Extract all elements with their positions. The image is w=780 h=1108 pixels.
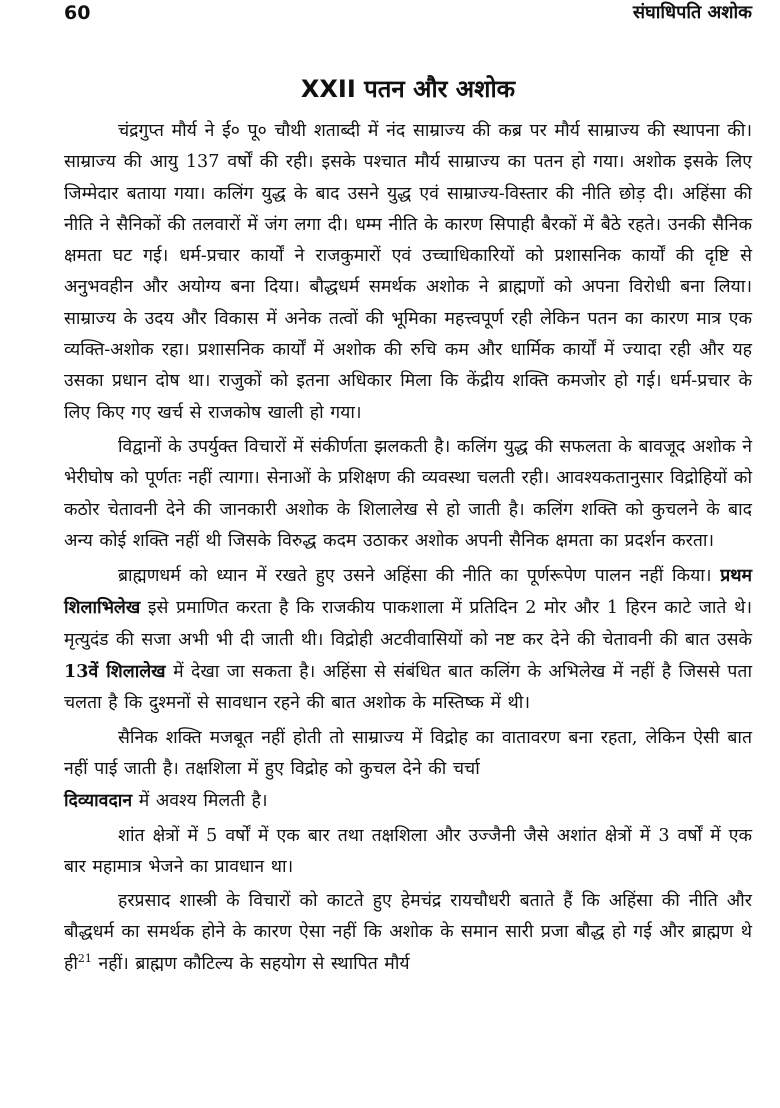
paragraph-3-text-e: में देखा जा सकता है। अहिंसा से संबंधित बात कलिंग के अभिलेख में नहीं है जिससे पता चलता है कि दुश्मनों से सावधान रहने की बात अशोक के मस्तिष्क में थी। xyxy=(64,662,753,714)
paragraph-3-text-a: ब्राह्मणधर्म को ध्यान में रखते हुए उसने अहिंसा की नीति का पूर्णरूपेण पालन नहीं किया। xyxy=(118,566,712,587)
paragraph-1: चंद्रगुप्त मौर्य ने ई० पू० चौथी शताब्दी में नंद साम्राज्य की कब्र पर मौर्य साम्राज्य की स्थापना की। साम्राज्य की आयु 137 वर्षों की रही। इसके पश्चात मौर्य साम्राज्य का पतन हो गया। अशोक इसके लिए जिम्मेदार बताया गया। कलिंग युद्ध के बाद उसने युद्ध एवं साम्राज्य-विस्तार की नीति छोड़ दी। अहिंसा की नीति ने सैनिकों की तलवारों में जंग लगा दी। धम्म नीति के कारण सिपाही बैरकों में बैठे रहते। उनकी सैनिक क्षमता घट गई। धर्म-प्रचार कार्यों ने राजकुमारों एवं उच्चाधिकारियों को प्रशासनिक कार्यों की दृष्टि से अनुभवहीन और अयोग्य बना दिया। बौद्धधर्म समर्थक अशोक ने ब्राह्मणों को अपना विरोधी बना लिया। साम्राज्य के उदय और विकास में अनेक तत्वों की भूमिका महत्त्वपूर्ण रही लेकिन पतन का कारण मात्र एक व्यक्ति-अशोक रहा। प्रशासनिक कार्यों में अशोक की रुचि कम और धार्मिक कार्यों में ज्यादा रही और यह उसका प्रधान दोष था। राजुकों को इतना अधिकार मिला कि केंद्रीय शक्ति कमजोर हो गई। धर्म-प्रचार के लिए किए गए खर्च से राजकोष खाली हो गया। xyxy=(64,121,752,423)
divyavadana-term: दिव्यावदान xyxy=(64,790,133,812)
paragraph-6 xyxy=(64,886,752,980)
first-rock-edict-term: प्रथम शिलाभिलेख xyxy=(64,565,752,619)
chapter-title: XXII पतन और अशोक xyxy=(300,75,516,103)
paragraph-3 xyxy=(64,560,752,719)
running-header xyxy=(64,0,752,30)
paragraph-6-text-b: नहीं। ब्राह्मण कौटिल्य के सहयोग से स्थापित मौर्य xyxy=(98,953,410,974)
paragraph-5: शांत क्षेत्रों में 5 वर्षों में एक बार तथा तक्षशिला और उज्जैनी जैसे अशांत क्षेत्रों में 3 वर्षों में एक बार महामात्र भेजने का प्रावधान था। xyxy=(64,825,752,877)
paragraph-6-text-a: हरप्रसाद शास्त्री के विचारों को काटते हुए हेमचंद्र रायचौधरी बताते हैं कि अहिंसा की नीति और बौद्धधर्म का समर्थक होने के कारण ऐसा नहीं कि अशोक के समान सारी प्रजा बौद्ध हो गई और ब्राह्मण थे ही xyxy=(64,891,752,974)
paragraph-3-text-c: इसे प्रमाणित करता है कि राजकीय पाकशाला में प्रतिदिन 2 मोर और 1 हिरन काटे जाते थे। मृत्युदंड की सजा अभी भी दी जाती थी। विद्रोही अटवीवासियों को नष्ट कर देने की चेतावनी की बात उसके xyxy=(64,598,753,650)
paragraph-4-text-c: में अवश्य मिलती है। xyxy=(138,791,268,812)
paragraph-2: विद्वानों के उपर्युक्त विचारों में संकीर्णता झलकती है। कलिंग युद्ध की सफलता के बावजूद अशोक ने भेरीघोष को पूर्णतः नहीं त्यागा। सेनाओं के प्रशिक्षण की व्यवस्था चलती रही। आवश्यकतानुसार विद्रोहियों को कठोर चेतावनी देने की जानकारी अशोक के शिलालेख से हो जाती है। कलिंग शक्ति को कुचलने के बाद अन्य कोई शक्ति नहीं थी जिसके विरुद्ध कदम उठाकर अशोक अपनी सैनिक क्षमता का प्रदर्शन करता। xyxy=(64,436,752,551)
footnote-marker: 21 xyxy=(77,951,92,965)
page-number: 60 xyxy=(64,2,91,24)
paragraph-4 xyxy=(64,723,752,818)
book-title: संघाधिपति अशोक xyxy=(632,2,752,23)
body-text xyxy=(64,116,752,980)
thirteenth-rock-edict-term: 13वें शिलालेख xyxy=(64,661,166,683)
paragraph-4-text-a: सैनिक शक्ति मजबूत नहीं होती तो साम्राज्य में विद्रोह का वातावरण बना रहता, लेकिन ऐसी बात नहीं पाई जाती है। तक्षशिला में हुए विद्रोह को कुचल देने की चर्चा xyxy=(64,727,752,779)
